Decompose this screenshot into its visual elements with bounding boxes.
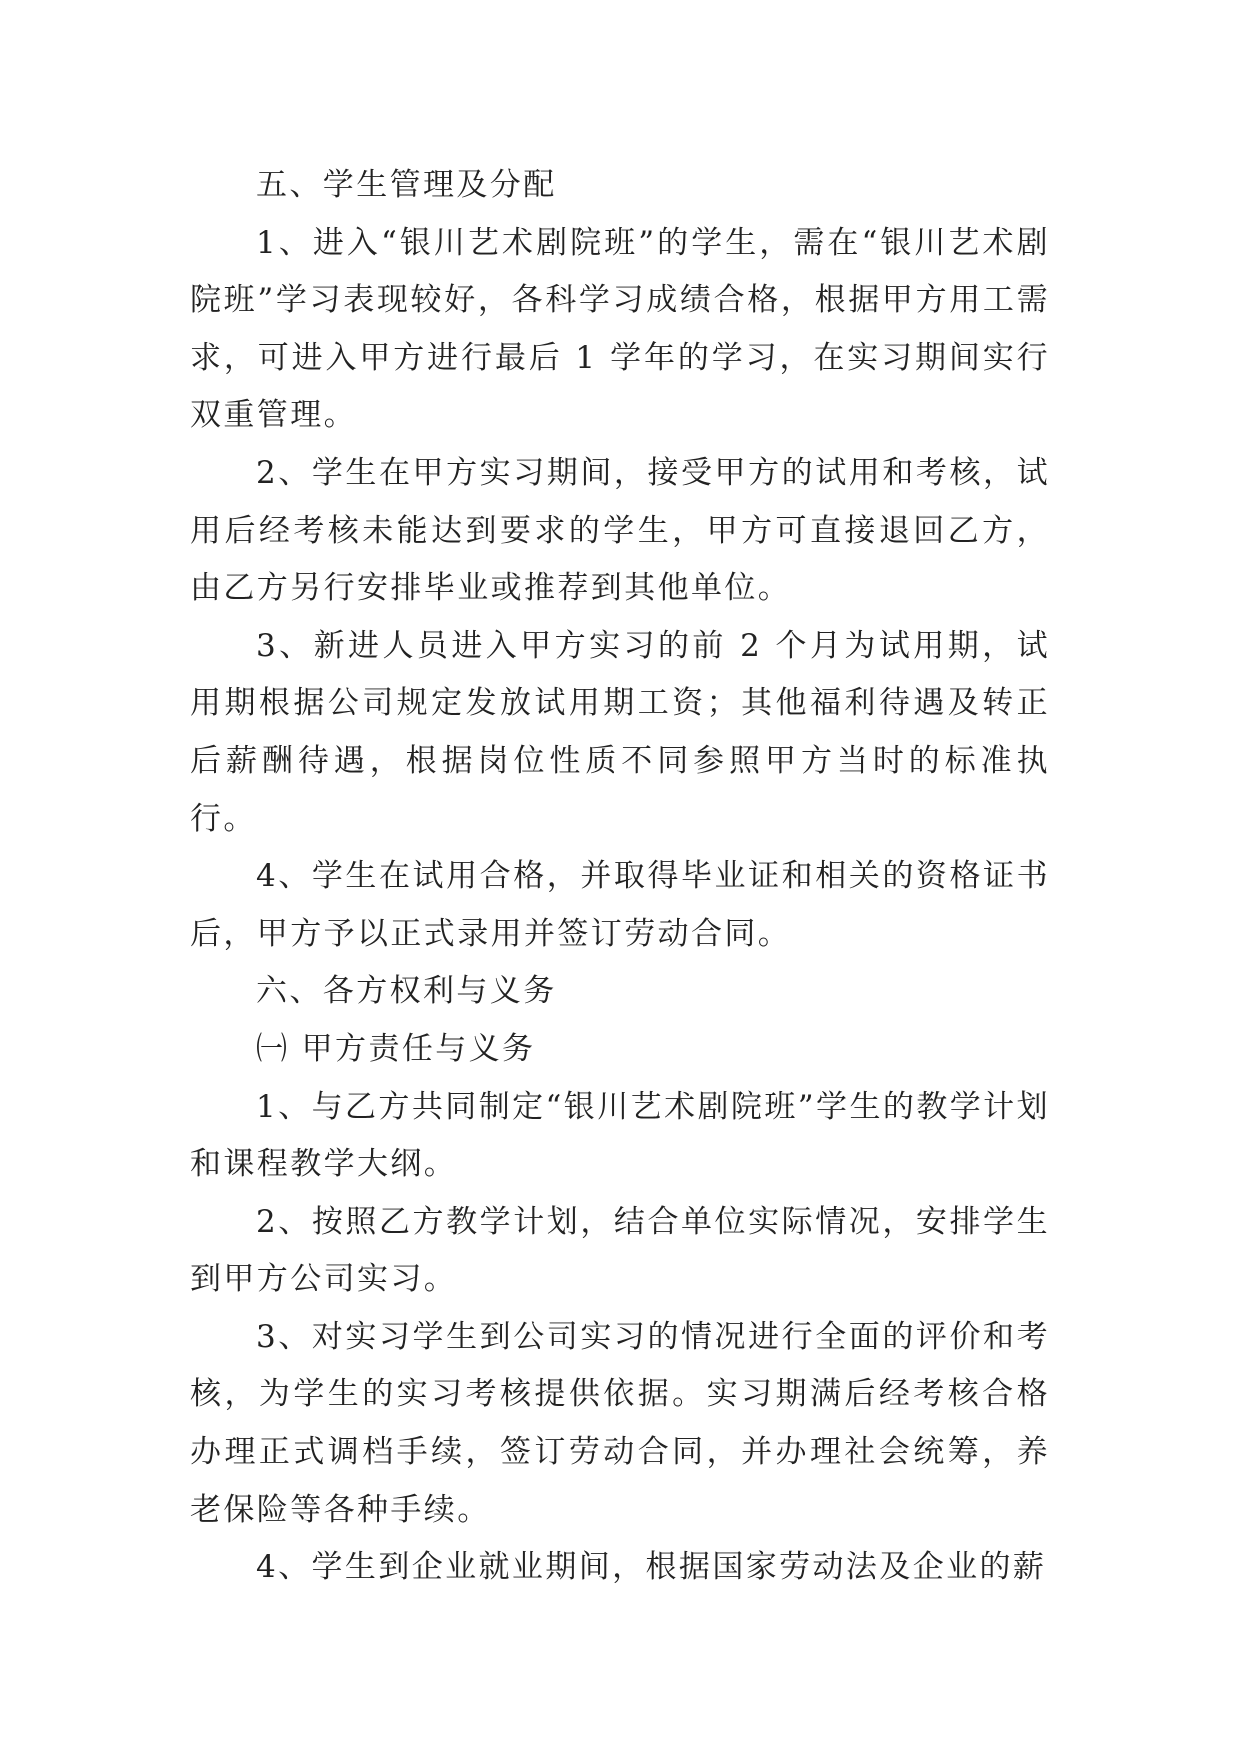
section-heading-rights-obligations: 六、各方权利与义务 <box>256 973 557 1010</box>
paragraph-party-a-4: 4、学生到企业就业期间，根据国家劳动法及企业的薪 <box>256 1549 1047 1586</box>
subsection-heading-party-a: ㈠ 甲方责任与义务 <box>256 1030 536 1067</box>
paragraph-party-a-2: 2、按照乙方教学计划，结合单位实际情况，安排学生到甲方公司实习。 <box>190 1203 1050 1298</box>
paragraph-party-a-3: 3、对实习学生到公司实习的情况进行全面的评价和考核，为学生的实习考核提供依据。实习期满后经考核合格办理正式调档手续，签订劳动合同，并办理社会统筹，养老保险等各种手续。 <box>190 1318 1050 1528</box>
paragraph-item-1: 1、进入“银川艺术剧院班”的学生，需在“银川艺术剧院班”学习表现较好，各科学习成绩合格，根据甲方用工需求，可进入甲方进行最后 1 学年的学习，在实习期间实行双重管理。 <box>190 224 1050 434</box>
paragraph-item-2: 2、学生在甲方实习期间，接受甲方的试用和考核，试用后经考核未能达到要求的学生，甲方可直接退回乙方，由乙方另行安排毕业或推荐到其他单位。 <box>190 454 1050 607</box>
document-body <box>190 157 1050 1597</box>
paragraph-item-3: 3、新进人员进入甲方实习的前 2 个月为试用期，试用期根据公司规定发放试用期工资；其他福利待遇及转正后薪酬待遇，根据岗位性质不同参照甲方当时的标准执行。 <box>190 627 1050 837</box>
section-heading-student-management: 五、学生管理及分配 <box>256 167 557 203</box>
paragraph-party-a-1: 1、与乙方共同制定“银川艺术剧院班”学生的教学计划和课程教学大纲。 <box>190 1088 1050 1183</box>
paragraph-item-4: 4、学生在试用合格，并取得毕业证和相关的资格证书后，甲方予以正式录用并签订劳动合同。 <box>190 858 1050 952</box>
